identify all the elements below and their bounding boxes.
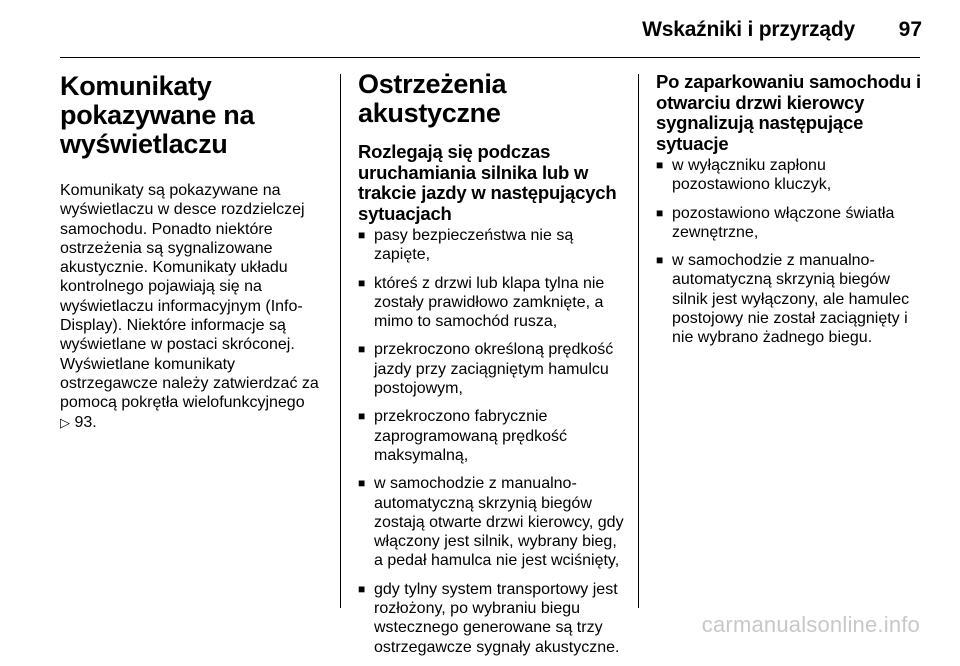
list-item-text: któreś z drzwi lub klapa tylna nie zostały prawidłowo zamknięte, a mimo to samochód rusza, [374,274,605,331]
list-item-text: w samochodzie z manualno-automatyczną skrzynią biegów zostają otwarte drzwi kierowcy, gdy włączony jest silnik, wybrany bieg, a pedał hamulca nie jest wciśnięty, [374,475,624,570]
driving-warnings-list [358,226,626,657]
list-item-text: w wyłączniku zapłonu pozostawiono kluczyk, [672,157,832,194]
section-heading-messages: Komunikaty pokazywane na wyświetlaczu [60,71,255,159]
column-acoustic-warnings [358,70,626,666]
bullet-square-icon: ■ [358,581,366,596]
list-item [358,474,626,570]
list-item [358,407,626,465]
messages-paragraph [60,181,330,432]
list-item-text: w samochodzie z manualno-automatyczną skrzynią biegów silnik jest wyłączony, ale hamulec postojowy nie został zaciągnięty i nie wybrano żadnego biegu. [672,252,910,347]
parking-warnings-list [656,156,924,348]
bullet-square-icon: ■ [358,228,366,242]
subheading-driving-warnings: Rozlegają się podczas uruchamiania silnika lub w trakcie jazdy w następujących sytuacjach [358,141,617,224]
list-item [358,226,626,265]
list-item-text: gdy tylny system transportowy jest rozłożony, po wybraniu biegu wstecznego generowane są trzy ostrzegawcze sygnały akustyczne. [374,580,620,656]
bullet-square-icon: ■ [656,205,664,220]
list-item [358,274,626,332]
messages-paragraph-text: Komunikaty są pokazywane na wyświetlaczu w desce rozdzielczej samochodu. Ponadto niektóre ostrzeżenia są sygnalizowane akustycznie. Komunikaty układu kontrolnego pojawiają się na wyświetlaczu informacyjnym (Info-Display). Niektóre informacje są wyświetlane w postaci skróconej. Wyświetlane komunikaty ostrzegawcze należy zatwierdzać za pomocą pokrętła wielofunkcyjnego [60,182,319,412]
bullet-square-icon: ■ [656,253,664,268]
list-item [358,580,626,657]
bullet-square-icon: ■ [358,342,366,357]
list-item [656,204,924,243]
list-item [358,340,626,398]
section-heading-acoustic: Ostrzeżenia akustyczne [358,69,507,128]
page-reference-icon: ▷ [60,414,70,430]
page-number: 97 [898,18,922,41]
column-divider-right [638,74,639,608]
header-rule [60,57,920,58]
bullet-square-icon: ■ [358,409,366,424]
bullet-square-icon: ■ [358,476,366,491]
list-item-text: przekroczono określoną prędkość jazdy przy zaciągniętym hamulcu postojowym, [374,341,614,398]
column-parking-warnings [656,70,924,357]
list-item-text: przekroczono fabrycznie zaprogramowaną prędkość maksymalną, [374,408,567,464]
list-item-text: pozostawiono włączone światła zewnętrzne, [672,204,895,241]
page-reference: 93. [74,413,97,431]
watermark: carmanualsonline.info [701,612,920,637]
list-item [656,251,924,347]
list-item [656,156,924,195]
column-divider-left [340,74,341,608]
bullet-square-icon: ■ [358,275,366,290]
column-messages [60,70,330,432]
bullet-square-icon: ■ [656,158,664,172]
header-title: Wskaźniki i przyrządy [642,18,855,41]
list-item-text: pasy bezpieczeństwa nie są zapięte, [374,227,574,264]
subheading-parking-warnings: Po zaparkowaniu samochodu i otwarciu drzwi kierowcy sygnalizują następujące sytuacje [656,71,921,154]
